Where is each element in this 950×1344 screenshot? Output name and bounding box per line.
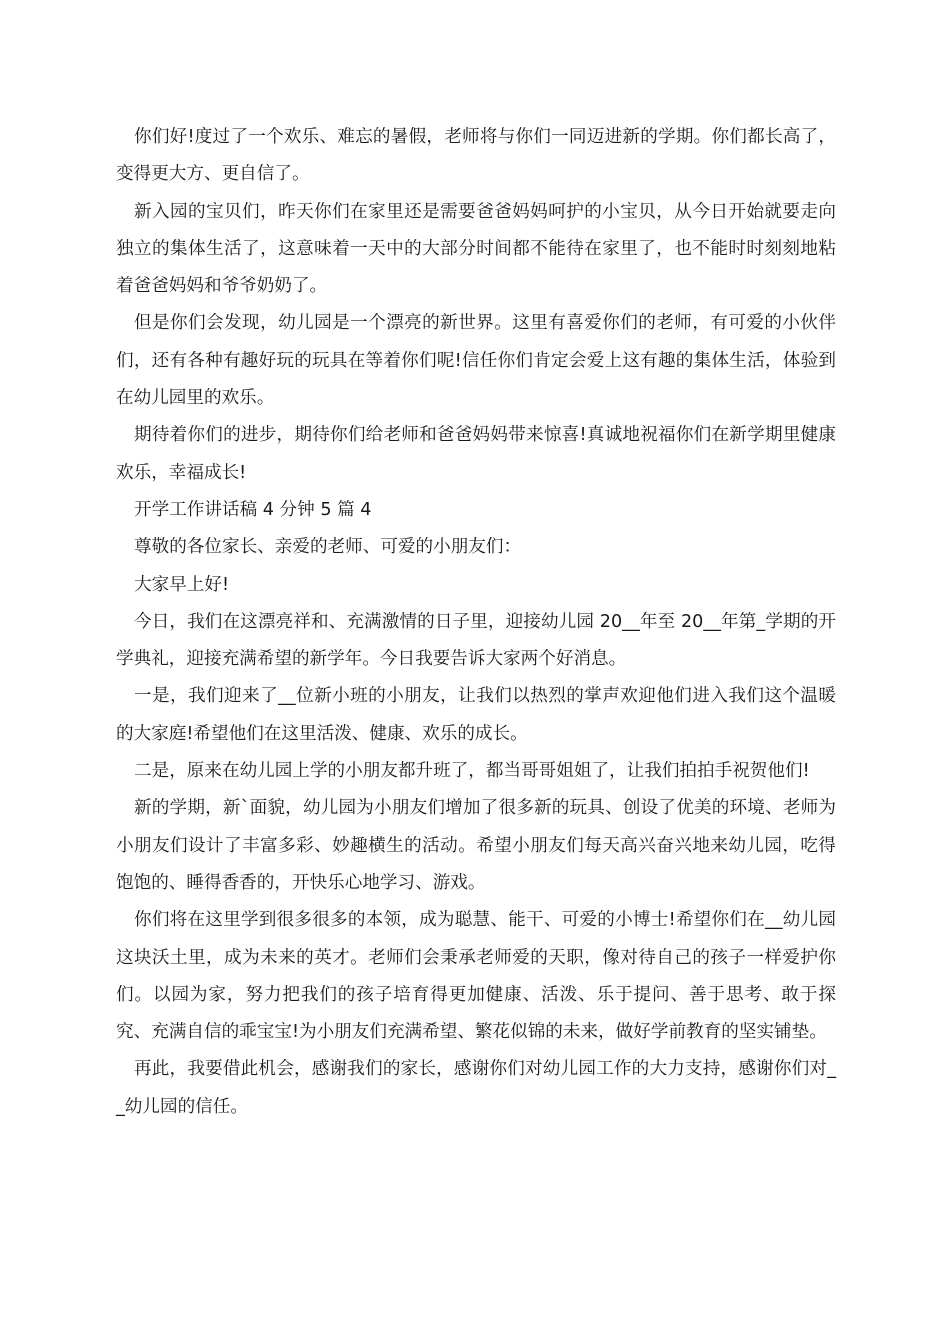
paragraph: 你们将在这里学到很多很多的本领，成为聪慧、能干、可爱的小博士!希望你们在__幼儿园这块沃土里，成为未来的英才。老师们会秉承老师爱的天职，像对待自己的孩子一样爱护你们。以园为家，努力把我们的孩子培育得更加健康、活泼、乐于提问、善于思考、敢于探究、充满自信的乖宝宝!为小朋友们充满希望、繁花似锦的未来，做好学前教育的坚实铺垫。 bbox=[116, 910, 836, 1043]
greeting: 大家早上好! bbox=[134, 574, 230, 595]
paragraph: 今日，我们在这漂亮祥和、充满激情的日子里，迎接幼儿园 20__年至 20__年第_学期的开学典礼，迎接充满希望的新学年。今日我要告诉大家两个好消息。 bbox=[116, 611, 836, 670]
paragraph: 你们好!度过了一个欢乐、难忘的暑假，老师将与你们一同迈进新的学期。你们都长高了，变得更大方、更自信了。 bbox=[116, 127, 836, 185]
document-body bbox=[116, 119, 836, 1126]
paragraph: 二是，原来在幼儿园上学的小朋友都升班了，都当哥哥姐姐了，让我们拍拍手祝贺他们! bbox=[134, 761, 810, 782]
paragraph: 但是你们会发现，幼儿园是一个漂亮的新世界。这里有喜爱你们的老师，有可爱的小伙伴们，还有各种有趣好玩的玩具在等着你们呢!信任你们肯定会爱上这有趣的集体生活，体验到在幼儿园里的欢乐。 bbox=[116, 313, 836, 409]
section-heading: 开学工作讲话稿 4 分钟 5 篇 4 bbox=[134, 499, 372, 520]
salutation: 尊敬的各位家长、亲爱的老师、可爱的小朋友们： bbox=[134, 537, 522, 558]
paragraph: 再此，我要借此机会，感谢我们的家长，感谢你们对幼儿园工作的大力支持，感谢你们对__幼儿园的信任。 bbox=[116, 1059, 836, 1117]
paragraph: 一是，我们迎来了__位新小班的小朋友，让我们以热烈的掌声欢迎他们进入我们这个温暖的大家庭!希望他们在这里活泼、健康、欢乐的成长。 bbox=[116, 686, 836, 744]
paragraph: 期待着你们的进步，期待你们给老师和爸爸妈妈带来惊喜!真诚地祝福你们在新学期里健康欢乐，幸福成长! bbox=[116, 425, 836, 483]
paragraph: 新的学期，新`面貌，幼儿园为小朋友们增加了很多新的玩具、创设了优美的环境、老师为小朋友们设计了丰富多彩、妙趣横生的活动。希望小朋友们每天高兴奋兴地来幼儿园，吃得饱饱的、睡得香香的，开快乐心地学习、游戏。 bbox=[116, 798, 836, 893]
paragraph: 新入园的宝贝们，昨天你们在家里还是需要爸爸妈妈呵护的小宝贝，从今日开始就要走向独立的集体生活了，这意味着一天中的大部分时间都不能待在家里了，也不能时时刻刻地粘着爸爸妈妈和爷爷奶奶了。 bbox=[116, 201, 836, 297]
